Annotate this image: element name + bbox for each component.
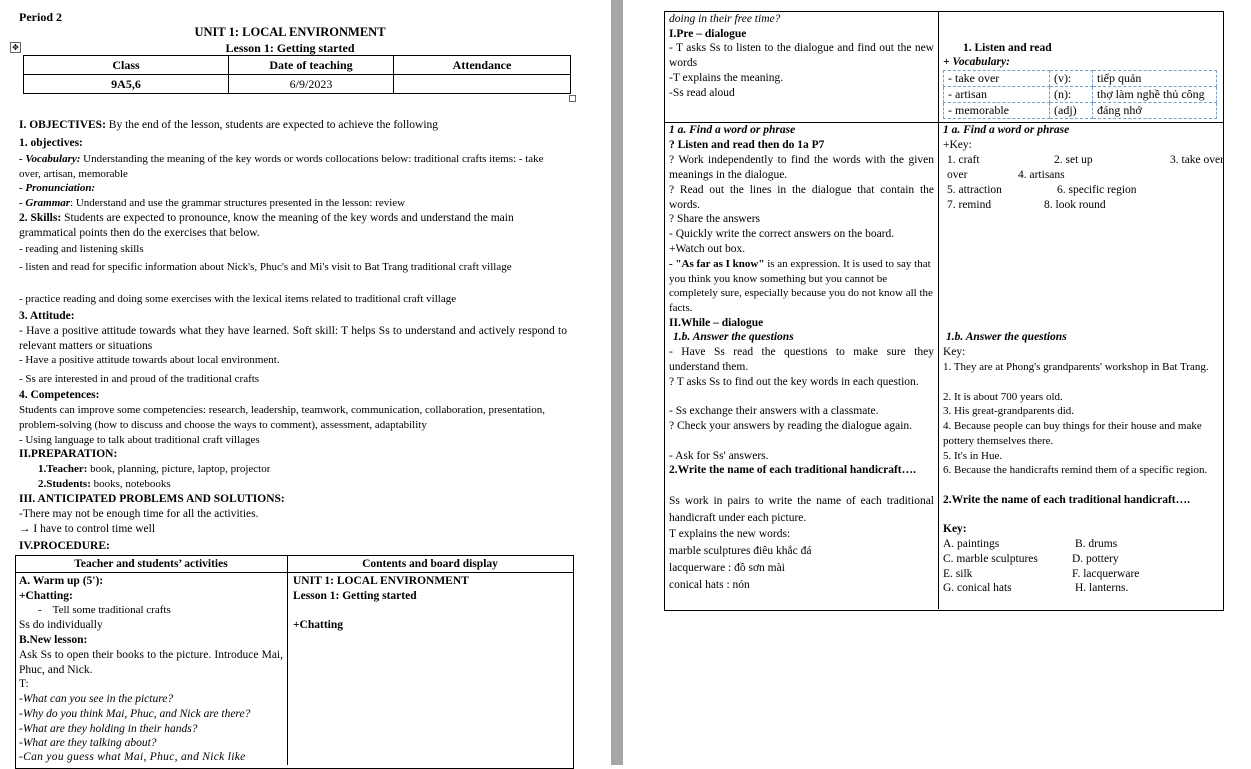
competences-label: 4. Competences: (19, 389, 100, 401)
attitude-label: 3. Attitude: (19, 310, 75, 322)
key2-item: F. lacquerware (1072, 568, 1140, 580)
t3-d: lacquerware : đồ sơn mài (669, 562, 785, 574)
vocab-word: - take over (944, 71, 1050, 87)
while-dialogue-heading: II.While – dialogue (669, 317, 764, 329)
obj1-label: 1. objectives: (19, 137, 83, 149)
t1-f: +Watch out box. (669, 243, 746, 255)
problem-text: -There may not be enough time for all the activities. (19, 508, 259, 520)
table-move-handle-icon[interactable]: ✥ (10, 42, 21, 53)
t2-d: ? Check your answers by reading the dialogue again. (669, 420, 913, 432)
pre-b: -T explains the meaning. (669, 72, 784, 84)
skills-objective (19, 211, 567, 241)
key2-label: Key: (943, 523, 967, 535)
attitude-b: - Have a positive attitude towards about local environment. (19, 354, 280, 366)
attendance-header: Attendance (394, 56, 571, 75)
competences-a: Students can improve some competencies: research, leadership, teamwork, communication, collaboration, presentation, problem-solving (how to discuss and choose the ways to comment), assessment, adaptability (19, 404, 545, 431)
key1a-item: 2. set up (1054, 154, 1093, 166)
vocab-word: - artisan (944, 87, 1050, 103)
vocab-type: (adj) (1050, 103, 1093, 119)
task2-heading: 2.Write the name of each traditional handicraft…. (669, 464, 917, 476)
question-2: -Why do you think Mai, Phuc, and Nick are there? (19, 708, 251, 720)
t2-e: - Ask for Ss' answers. (669, 450, 769, 462)
prep-teacher-text: book, planning, picture, laptop, projector (87, 463, 271, 475)
question-5: -Can you guess what Mai, Phuc, and Nick like (19, 751, 246, 763)
table-resize-handle-icon[interactable] (569, 95, 576, 102)
class-value: 9A5,6 (24, 75, 229, 94)
tell-crafts-text: Tell some traditional crafts (52, 604, 171, 616)
key1a-label: +Key: (943, 139, 972, 151)
key1b-answer: 5. It's in Hue. (943, 450, 1003, 462)
t3-c: marble sculptures điêu khắc đá (669, 545, 812, 557)
class-info-table (23, 55, 571, 94)
t2-a: - Have Ss read the questions to make sure they understand them. (669, 346, 934, 373)
objectives-heading: I. OBJECTIVES: (19, 119, 106, 131)
prep-students (38, 477, 171, 492)
date-value: 6/9/2023 (229, 75, 394, 94)
problems-heading: III. ANTICIPATED PROBLEMS AND SOLUTIONS: (19, 493, 285, 505)
attitude-a: - Have a positive attitude towards what they have learned. Soft skill: T helps Ss to understand and actively respond to relevant matters or situations (19, 325, 567, 352)
vocab-word: - memorable (944, 103, 1050, 119)
prep-students-text: books, notebooks (90, 478, 171, 490)
t2-c: - Ss exchange their answers with a classmate. (669, 405, 879, 417)
pre-c: -Ss read aloud (669, 87, 735, 99)
t1-b: ? Work independently to find the words with the given meanings in the dialogue. (669, 154, 934, 181)
key1a-item: 4. artisans (1018, 169, 1065, 181)
period-label: Period 2 (19, 10, 62, 24)
listen-read-heading: 1. Listen and read (963, 42, 1052, 54)
attendance-value (394, 75, 571, 94)
t3-e: conical hats : nón (669, 579, 750, 591)
chatting-label: +Chatting: (19, 590, 73, 602)
vocab-label: - Vocabulary: (19, 153, 81, 165)
t2-b: ? T asks Ss to find out the key words in each question. (669, 376, 919, 388)
key1a-item: 3. take over (1170, 154, 1224, 166)
skills-text: Students are expected to pronounce, know the meaning of the key words and understand the main grammatical points then do the exercises that below. (19, 212, 514, 239)
grammar-label: - Grammar (19, 197, 71, 209)
procedure-col2-header: Contents and board display (362, 558, 498, 570)
vocab-row (944, 87, 1217, 103)
key1b-answer: 6. Because the handicrafts remind them of a specific region. (943, 464, 1208, 476)
board-unit: UNIT 1: LOCAL ENVIRONMENT (293, 575, 469, 587)
question-1: -What can you see in the picture? (19, 693, 174, 705)
task1b-heading: 1.b. Answer the questions (673, 331, 794, 343)
key1a-item: 1. craft (947, 154, 980, 166)
pre-dialogue-heading: I.Pre – dialogue (669, 28, 747, 40)
skill-b: - listen and read for specific information about Nick's, Phuc's and Mi's visit to Bat Trang traditional craft village (19, 261, 512, 273)
procedure-col-divider (287, 555, 288, 765)
procedure-col1-header: Teacher and students’ activities (74, 558, 228, 570)
key2-item: E. silk (943, 568, 973, 580)
warmup-label: A. Warm up (5'): (19, 575, 104, 587)
prep-teacher-label: 1.Teacher: (38, 463, 88, 475)
skill-a: - reading and listening skills (19, 243, 144, 255)
key2-heading: 2.Write the name of each traditional handicraft…. (943, 494, 1191, 506)
task1a-heading: 1 a. Find a word or phrase (669, 124, 796, 136)
t3-a: Ss work in pairs to write the name of each traditional handicraft under each picture. (669, 495, 934, 524)
vocab-row (944, 71, 1217, 87)
right-col-divider (938, 11, 939, 609)
grammar-objective (19, 196, 405, 211)
key1a-item: 7. remind (947, 199, 992, 211)
vocab-meaning: đáng nhớ (1093, 103, 1217, 119)
procedure-header-divider (15, 572, 573, 573)
vocab-type: (v): (1050, 71, 1093, 87)
t1-e: - Quickly write the correct answers on the board. (669, 228, 895, 240)
vocab-table (943, 70, 1217, 119)
lesson-title: Lesson 1: Getting started (225, 41, 355, 55)
key1a-item: 5. attraction (947, 184, 1002, 196)
vocab-objective (19, 152, 567, 181)
key1b-answer: 3. His great-grandparents did. (943, 405, 1075, 417)
key1a-continued: over (947, 169, 968, 181)
class-header: Class (24, 56, 229, 75)
t1-d: ? Share the answers (669, 213, 761, 225)
procedure-heading: IV.PROCEDURE: (19, 540, 110, 552)
skills-label: 2. Skills: (19, 212, 62, 224)
t1-c: ? Read out the lines in the dialogue that contain the words. (669, 184, 934, 211)
t1-g-text: is an expression. It is used to say that you think you know something but you cannot be completely sure, especially because you do not know all the facts. (669, 258, 933, 314)
key2-item: C. marble sculptures (943, 553, 1038, 565)
page-gap (611, 0, 623, 765)
vocab-row (944, 103, 1217, 119)
key2-item: G. conical hats (943, 582, 1012, 594)
ask-ss: Ask Ss to open their books to the picture. Introduce Mai, Phuc, and Nick. (19, 649, 283, 676)
objectives-line (19, 118, 438, 133)
question-3: -What are they holding in their hands? (19, 723, 198, 735)
key2-item: B. drums (1075, 538, 1118, 550)
key2-item: H. lanterns. (1075, 582, 1129, 594)
prep-students-label: 2.Students: (38, 478, 91, 490)
unit-title: UNIT 1: LOCAL ENVIRONMENT (194, 25, 386, 39)
tell-crafts: - Tell some traditional crafts (38, 604, 171, 616)
attitude-c: - Ss are interested in and proud of the traditional crafts (19, 373, 260, 385)
key1a-heading: 1 a. Find a word or phrase (943, 124, 1070, 136)
t1-a: ? Listen and read then do 1a P7 (669, 139, 825, 151)
solution-text: → I have to control time well (19, 523, 156, 535)
prep-teacher (38, 462, 270, 477)
new-lesson-label: B.New lesson: (19, 634, 88, 646)
preparation-heading: II.PREPARATION: (19, 448, 118, 460)
question-4: -What are they talking about? (19, 737, 157, 749)
key1b-answer: 2. It is about 700 years old. (943, 391, 1063, 403)
top-question: doing in their free time? (669, 13, 781, 25)
pre-a: - T asks Ss to listen to the dialogue and find out the new words (669, 42, 934, 69)
key1a-item: 8. look round (1044, 199, 1106, 211)
date-header: Date of teaching (229, 56, 394, 75)
key1b-label: Key: (943, 346, 966, 358)
key1b-answer: 1. They are at Phong's grandparents' workshop in Bat Trang. (943, 361, 1209, 373)
key1b-heading: 1.b. Answer the questions (946, 331, 1067, 343)
key1a-item: 6. specific region (1057, 184, 1137, 196)
t3-b: T explains the new words: (669, 528, 791, 540)
as-far-as-i-know: - "As far as I know" (669, 258, 765, 270)
skill-c: - practice reading and doing some exercises with the lexical items related to traditional craft village (19, 293, 457, 305)
vocab-meaning: tiếp quản (1093, 71, 1217, 87)
vocab-text: Understanding the meaning of the key words or words collocations below: traditional crafts items: - take over, artisan, memorable (19, 153, 544, 180)
competences-b: - Using language to talk about traditional craft villages (19, 434, 260, 446)
key2-item: A. paintings (943, 538, 1000, 550)
objectives-intro: By the end of the lesson, students are expected to achieve the following (105, 119, 439, 131)
key2-item: D. pottery (1072, 553, 1119, 565)
vocab-meaning: thợ làm nghề thủ công (1093, 87, 1217, 103)
ss-individually: Ss do individually (19, 619, 103, 631)
key1b-answer: 4. Because people can buy things for their house and make pottery themselves there. (943, 420, 1202, 447)
t-label: T: (19, 678, 29, 690)
vocab-type: (n): (1050, 87, 1093, 103)
t1-g (669, 257, 934, 315)
board-lesson: Lesson 1: Getting started (293, 590, 417, 602)
grammar-text: : Understand and use the grammar structures presented in the lesson: review (70, 197, 406, 209)
board-chatting: +Chatting (293, 619, 344, 631)
vocab-heading: + Vocabulary: (943, 56, 1010, 68)
pron-label: - Pronunciation: (19, 182, 96, 194)
